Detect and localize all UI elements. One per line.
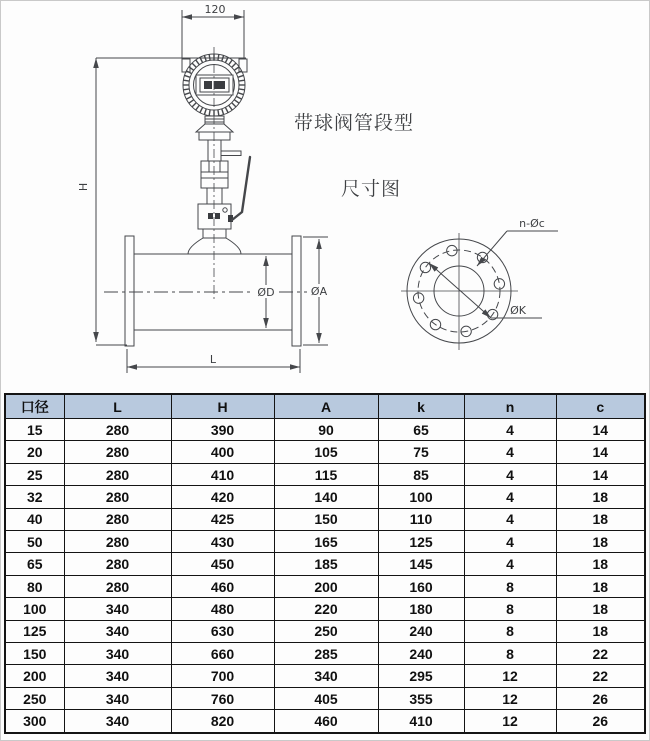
table-cell: 8 <box>464 598 556 620</box>
dim-label-inner-dia: ØD <box>257 286 275 299</box>
table-cell: 340 <box>64 665 171 687</box>
table-row <box>5 441 645 463</box>
table-row <box>5 575 645 597</box>
table-row <box>5 531 645 553</box>
table-cell: 280 <box>64 575 171 597</box>
table-cell: 20 <box>5 441 64 463</box>
table-cell: 420 <box>171 486 274 508</box>
column-header: c <box>556 394 645 419</box>
table-cell: 14 <box>556 419 645 441</box>
table-cell: 40 <box>5 508 64 530</box>
column-header: H <box>171 394 274 419</box>
column-header: L <box>64 394 171 419</box>
table-row <box>5 687 645 709</box>
table-cell: 340 <box>64 598 171 620</box>
table-cell: 32 <box>5 486 64 508</box>
table-cell: 12 <box>464 665 556 687</box>
table-cell: 200 <box>274 575 378 597</box>
table-cell: 85 <box>378 463 464 485</box>
flange-face-view <box>401 231 558 350</box>
table-cell: 410 <box>171 463 274 485</box>
table-cell: 180 <box>378 598 464 620</box>
table-cell: 125 <box>378 531 464 553</box>
table-cell: 115 <box>274 463 378 485</box>
table-cell: 12 <box>464 687 556 709</box>
table-cell: 340 <box>274 665 378 687</box>
table-header-row <box>5 394 645 419</box>
label-bolt-circle: ØK <box>510 304 526 317</box>
table-cell: 14 <box>556 441 645 463</box>
table-cell: 100 <box>378 486 464 508</box>
dim-label-l: L <box>209 353 217 366</box>
table-row <box>5 598 645 620</box>
table-cell: 340 <box>64 710 171 733</box>
table-cell: 220 <box>274 598 378 620</box>
table-cell: 26 <box>556 687 645 709</box>
table-cell: 340 <box>64 687 171 709</box>
drawing-title-line2: 尺寸图 <box>341 179 402 200</box>
table-cell: 250 <box>5 687 64 709</box>
table-cell: 25 <box>5 463 64 485</box>
table-cell: 80 <box>5 575 64 597</box>
table-row <box>5 620 645 642</box>
table-cell: 105 <box>274 441 378 463</box>
table-cell: 150 <box>5 643 64 665</box>
table-cell: 340 <box>64 620 171 642</box>
column-header: k <box>378 394 464 419</box>
table-cell: 8 <box>464 620 556 642</box>
table-cell: 26 <box>556 710 645 733</box>
table-cell: 90 <box>274 419 378 441</box>
table-cell: 12 <box>464 710 556 733</box>
table-cell: 280 <box>64 508 171 530</box>
dim-label-120: 120 <box>204 3 226 16</box>
table-row <box>5 643 645 665</box>
table-cell: 355 <box>378 687 464 709</box>
table-cell: 410 <box>378 710 464 733</box>
table-row <box>5 710 645 733</box>
table-row <box>5 553 645 575</box>
table-cell: 50 <box>5 531 64 553</box>
table-cell: 22 <box>556 643 645 665</box>
table-cell: 760 <box>171 687 274 709</box>
drawing-title <box>294 69 414 245</box>
column-header: 口径 <box>5 394 64 419</box>
valve-lever <box>232 157 250 220</box>
table-cell: 4 <box>464 441 556 463</box>
table-cell: 110 <box>378 508 464 530</box>
table-cell: 405 <box>274 687 378 709</box>
table-cell: 18 <box>556 531 645 553</box>
table-cell: 18 <box>556 486 645 508</box>
table-cell: 200 <box>5 665 64 687</box>
table-cell: 280 <box>64 486 171 508</box>
table-cell: 4 <box>464 508 556 530</box>
table-row <box>5 665 645 687</box>
table-cell: 145 <box>378 553 464 575</box>
table-row <box>5 508 645 530</box>
table-cell: 150 <box>274 508 378 530</box>
table-cell: 8 <box>464 643 556 665</box>
table-cell: 240 <box>378 643 464 665</box>
table-cell: 18 <box>556 575 645 597</box>
table-cell: 140 <box>274 486 378 508</box>
table-cell: 450 <box>171 553 274 575</box>
table-cell: 250 <box>274 620 378 642</box>
dimension-table <box>4 393 646 734</box>
table-cell: 18 <box>556 553 645 575</box>
table-cell: 300 <box>5 710 64 733</box>
table-cell: 185 <box>274 553 378 575</box>
table-cell: 430 <box>171 531 274 553</box>
table-cell: 4 <box>464 463 556 485</box>
table-cell: 8 <box>464 575 556 597</box>
table-cell: 4 <box>464 531 556 553</box>
table-cell: 295 <box>378 665 464 687</box>
table-cell: 240 <box>378 620 464 642</box>
table-cell: 285 <box>274 643 378 665</box>
table-cell: 18 <box>556 620 645 642</box>
bolt-hole <box>420 262 430 272</box>
table-cell: 15 <box>5 419 64 441</box>
column-header: A <box>274 394 378 419</box>
table-row <box>5 486 645 508</box>
table-cell: 660 <box>171 643 274 665</box>
table-cell: 820 <box>171 710 274 733</box>
table-cell: 700 <box>171 665 274 687</box>
table-cell: 630 <box>171 620 274 642</box>
table-cell: 100 <box>5 598 64 620</box>
table-cell: 75 <box>378 441 464 463</box>
table-cell: 280 <box>64 531 171 553</box>
table-cell: 65 <box>5 553 64 575</box>
label-bolt-holes: n-Øc <box>519 217 545 230</box>
table-cell: 160 <box>378 575 464 597</box>
table-cell: 165 <box>274 531 378 553</box>
table-cell: 280 <box>64 441 171 463</box>
table-cell: 4 <box>464 419 556 441</box>
table-row <box>5 463 645 485</box>
table-cell: 390 <box>171 419 274 441</box>
table-cell: 18 <box>556 508 645 530</box>
table-cell: 280 <box>64 463 171 485</box>
table-cell: 14 <box>556 463 645 485</box>
table-cell: 4 <box>464 486 556 508</box>
bolt-hole <box>477 252 487 262</box>
dim-label-h: H <box>77 182 90 192</box>
column-header: n <box>464 394 556 419</box>
table-cell: 280 <box>64 419 171 441</box>
drawing-title-line1: 带球阀管段型 <box>294 113 415 134</box>
table-cell: 4 <box>464 553 556 575</box>
table-cell: 340 <box>64 643 171 665</box>
table-cell: 22 <box>556 665 645 687</box>
table-row <box>5 419 645 441</box>
table-cell: 18 <box>556 598 645 620</box>
table-cell: 425 <box>171 508 274 530</box>
table-cell: 460 <box>274 710 378 733</box>
table-cell: 480 <box>171 598 274 620</box>
table-cell: 400 <box>171 441 274 463</box>
table-cell: 460 <box>171 575 274 597</box>
dim-label-outer-dia: ØA <box>310 285 328 298</box>
table-cell: 125 <box>5 620 64 642</box>
table-cell: 280 <box>64 553 171 575</box>
table-cell: 65 <box>378 419 464 441</box>
